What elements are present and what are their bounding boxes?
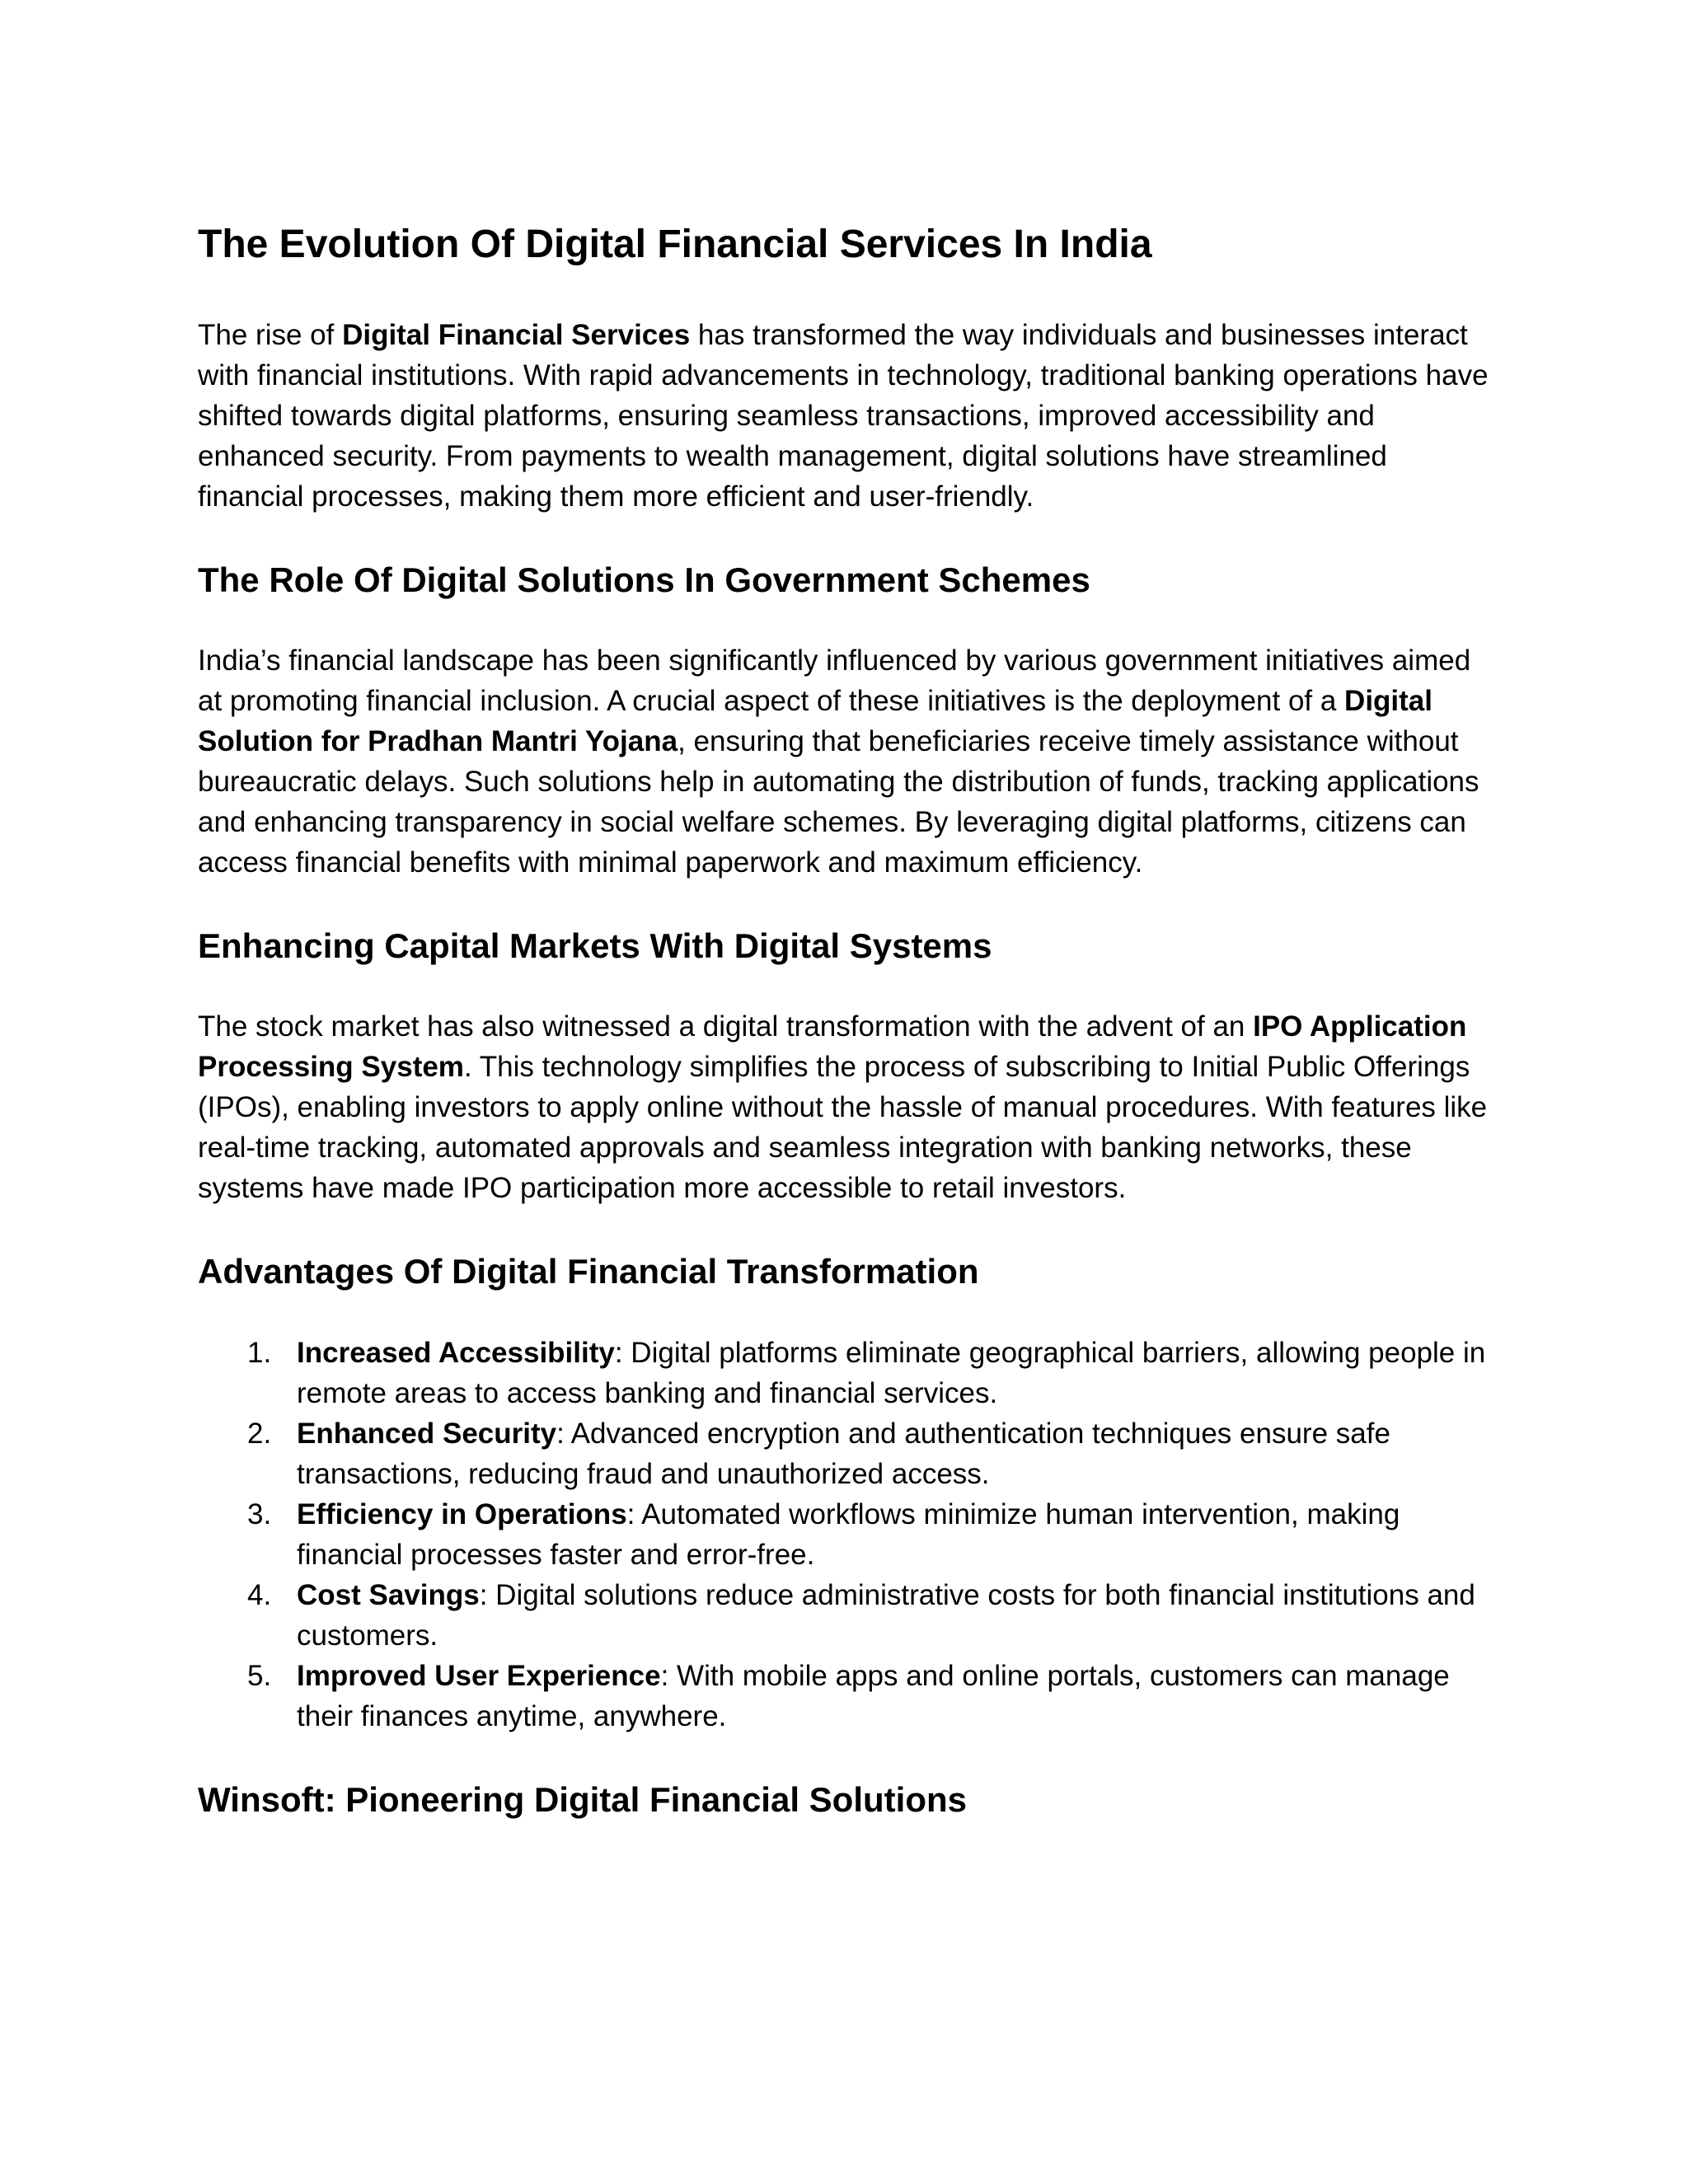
intro-bold-term: Digital Financial Services (342, 318, 691, 351)
capital-text-2: . This technology simplifies the process of subscribing to Initial Public Offerings (IPOs), enabling investors to apply online without the hassle of manual procedures. With features like real-time tracking, automated approvals and seamless integration with banking networks, these systems have made IPO participation more accessible to retail investors. (198, 1051, 1488, 1205)
list-item-bold: Improved User Experience (297, 1659, 661, 1692)
list-item-text: : With mobile apps and online portals, customers can manage their finances anytime, anywhere. (297, 1659, 1450, 1732)
list-item (198, 1575, 1500, 1656)
list-item-number: 2. (247, 1417, 272, 1450)
list-item-number: 3. (247, 1497, 272, 1530)
list-item-text: : Digital solutions reduce administrative costs for both financial institutions and customers. (297, 1578, 1475, 1652)
list-item (198, 1333, 1500, 1413)
capital-text-1: The stock market has also witnessed a digital transformation with the advent of an (198, 1010, 1254, 1043)
capital-markets-paragraph (198, 1006, 1500, 1208)
section-heading-advantages: Advantages Of Digital Financial Transformation (198, 1252, 979, 1291)
intro-text-1: The rise of (198, 318, 343, 351)
page-title: The Evolution Of Digital Financial Services In India (198, 223, 1152, 266)
intro-text-2: has transformed the way individuals and businesses interact with financial institutions. With rapid advancements in technology, traditional banking operations have shifted towards digital platforms, ensuring seamless transactions, improved accessibility and enhanced security. From payments to wealth management, digital solutions have streamlined financial processes, making them more efficient and user-friendly. (198, 318, 1489, 513)
list-item-number: 1. (247, 1336, 272, 1369)
list-item-bold: Increased Accessibility (297, 1336, 615, 1369)
list-item-number: 4. (247, 1578, 272, 1611)
list-item-bold: Efficiency in Operations (297, 1497, 627, 1530)
section-heading-capital-markets: Enhancing Capital Markets With Digital Systems (198, 926, 992, 965)
capital-bold-term: IPO Application Processing System (198, 1010, 1467, 1084)
list-item-text: : Automated workflows minimize human intervention, making financial processes faster and error-free. (297, 1497, 1400, 1571)
list-item-bold: Cost Savings (297, 1578, 480, 1611)
section-heading-government: The Role Of Digital Solutions In Government Schemes (198, 560, 1090, 599)
advantages-list (198, 1333, 1500, 1736)
government-bold-term: Digital Solution for Pradhan Mantri Yojana (198, 684, 1432, 757)
government-text-1: India’s financial landscape has been significantly influenced by various government initiatives aimed at promoting financial inclusion. A crucial aspect of these initiatives is the deployment of a (198, 644, 1471, 717)
list-item-bold: Enhanced Security (297, 1417, 557, 1450)
government-paragraph (198, 640, 1500, 883)
document-content (198, 221, 1500, 1860)
list-item-text: : Digital platforms eliminate geographical barriers, allowing people in remote areas to access banking and financial services. (297, 1336, 1486, 1409)
list-item-number: 5. (247, 1659, 272, 1692)
list-item (198, 1494, 1500, 1575)
government-text-2: , ensuring that beneficiaries receive timely assistance without bureaucratic delays. Such solutions help in automating the distribution of funds, tracking applications and enhancing transparency in social welfare schemes. By leveraging digital platforms, citizens can access financial benefits with minimal paperwork and maximum efficiency. (198, 724, 1479, 879)
list-item (198, 1413, 1500, 1494)
list-item-text: : Advanced encryption and authentication techniques ensure safe transactions, reducing fraud and unauthorized access. (297, 1417, 1390, 1490)
section-heading-winsoft: Winsoft: Pioneering Digital Financial Solutions (198, 1779, 967, 1819)
intro-paragraph (198, 315, 1500, 517)
list-item (198, 1656, 1500, 1736)
